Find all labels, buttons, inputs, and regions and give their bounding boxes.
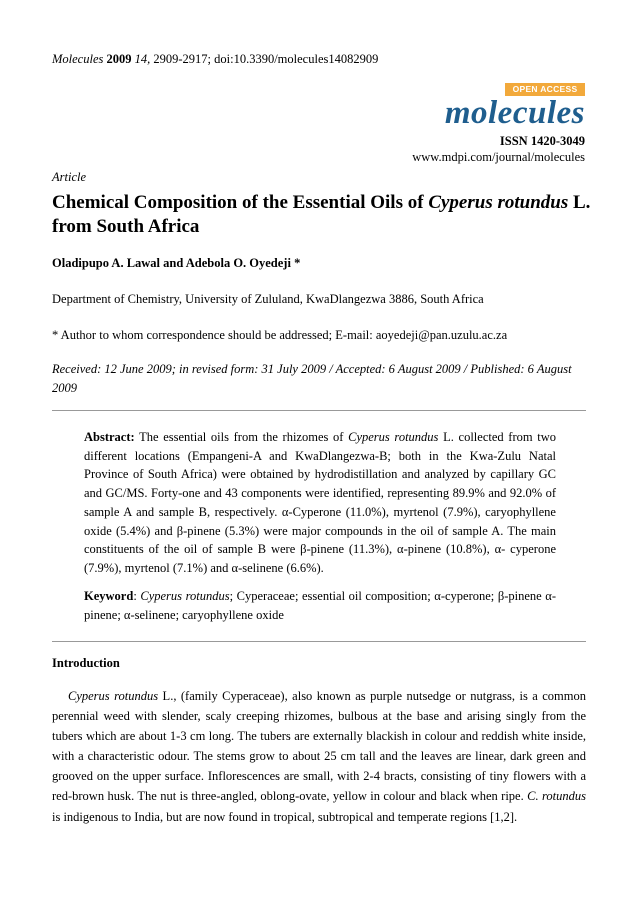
abstract [84,428,556,578]
intro-text-2: is indigenous to India, but are now found in tropical, subtropical and temperate regions [1,2]. [52,809,518,824]
abstract-text-1: The essential oils from the rhizomes of [134,430,349,444]
introduction-paragraph [52,686,586,827]
intro-text-1: L., (family Cyperaceae), also known as purple nutsedge or nutgrass, is a common perennial weed with slender, scaly creeping rhizomes, bulbous at the base and arising singly from the tubers which are about 1-3 cm long. The tubers are externally blackish in colour and reddish white inside, with a characteristic odour. The stems grow to about 25 cm tall and the leaves are linear, dark green and grooved on the upper surface. Inflorescences are small, with 2-4 bracts, consisting of tiny flowers with a red-brown husk. The nut is three-angled, oblong-ovate, yellow in colour and black when ripe. [52,689,586,804]
intro-species-1: Cyperus rotundus [68,689,159,703]
divider-bottom [52,641,586,642]
title-part-1: Chemical Composition of the Essential Oils of [52,192,429,213]
article-type: Article [52,170,87,184]
keywords-label: Keyword [84,589,134,603]
citation-year: 2009 [106,52,132,66]
journal-logo: molecules [444,95,585,131]
title-species: Cyperus rotundus [428,192,569,213]
publication-dates: Received: 12 June 2009; in revised form: 31 July 2009 / Accepted: 6 August 2009 / Published: 6 August 2009 [52,362,572,395]
section-heading-introduction: Introduction [52,656,120,670]
keywords-colon: : [133,589,141,603]
citation-pages-doi: 2909-2917; doi:10.3390/molecules14082909 [153,52,379,66]
open-access-badge: OPEN ACCESS [505,83,585,96]
citation-journal: Molecules [52,52,104,66]
journal-website[interactable]: www.mdpi.com/journal/molecules [412,150,585,164]
abstract-label: Abstract: [84,430,135,444]
abstract-text-2: L. collected from two different locations (Empangeni-A and KwaDlangezwa-B; both in the Kwa-Zulu Natal Province of South Africa) were obtained by hydrodistillation and analyzed by capillary GC and GC/MS. Forty-one and 43 components were identified, representing 89.9% and 92.0% of sample A and sample B, respectively. α-Cyperone (11.0%), myrtenol (7.9%), caryophyllene oxide (5.4%) and β-pinene (5.3%) were major compounds in the oil of sample A. The main constituents of the oil of sample B were β-pinene (11.3%), α-pinene (10.8%), α- cyperone (7.9%), myrtenol (7.1%) and α-selinene (6.6%). [84,430,557,575]
issn: ISSN 1420-3049 [499,134,585,148]
keywords [84,587,556,624]
affiliation: Department of Chemistry, University of Zululand, KwaDlangezwa 3886, South Africa [52,292,484,306]
intro-species-2: C. rotundus [527,789,586,804]
divider-top [52,410,586,411]
keywords-species: Cyperus rotundus [140,589,230,603]
correspondence-note: * Author to whom correspondence should be addressed; E-mail: aoyedeji@pan.uzulu.ac.za [52,328,508,342]
keywords-text: ; Cyperaceae; essential oil composition; α-cyperone; β-pinene α-pinene; α-selinene; caryophyllene oxide [84,589,556,622]
citation-volume: 14, [134,52,151,66]
paper-title [52,191,592,239]
title-part-2: L. from South Africa [52,192,591,237]
abstract-species: Cyperus rotundus [348,430,439,444]
authors: Oladipupo A. Lawal and Adebola O. Oyedeji * [52,256,301,270]
citation-line [52,52,378,67]
